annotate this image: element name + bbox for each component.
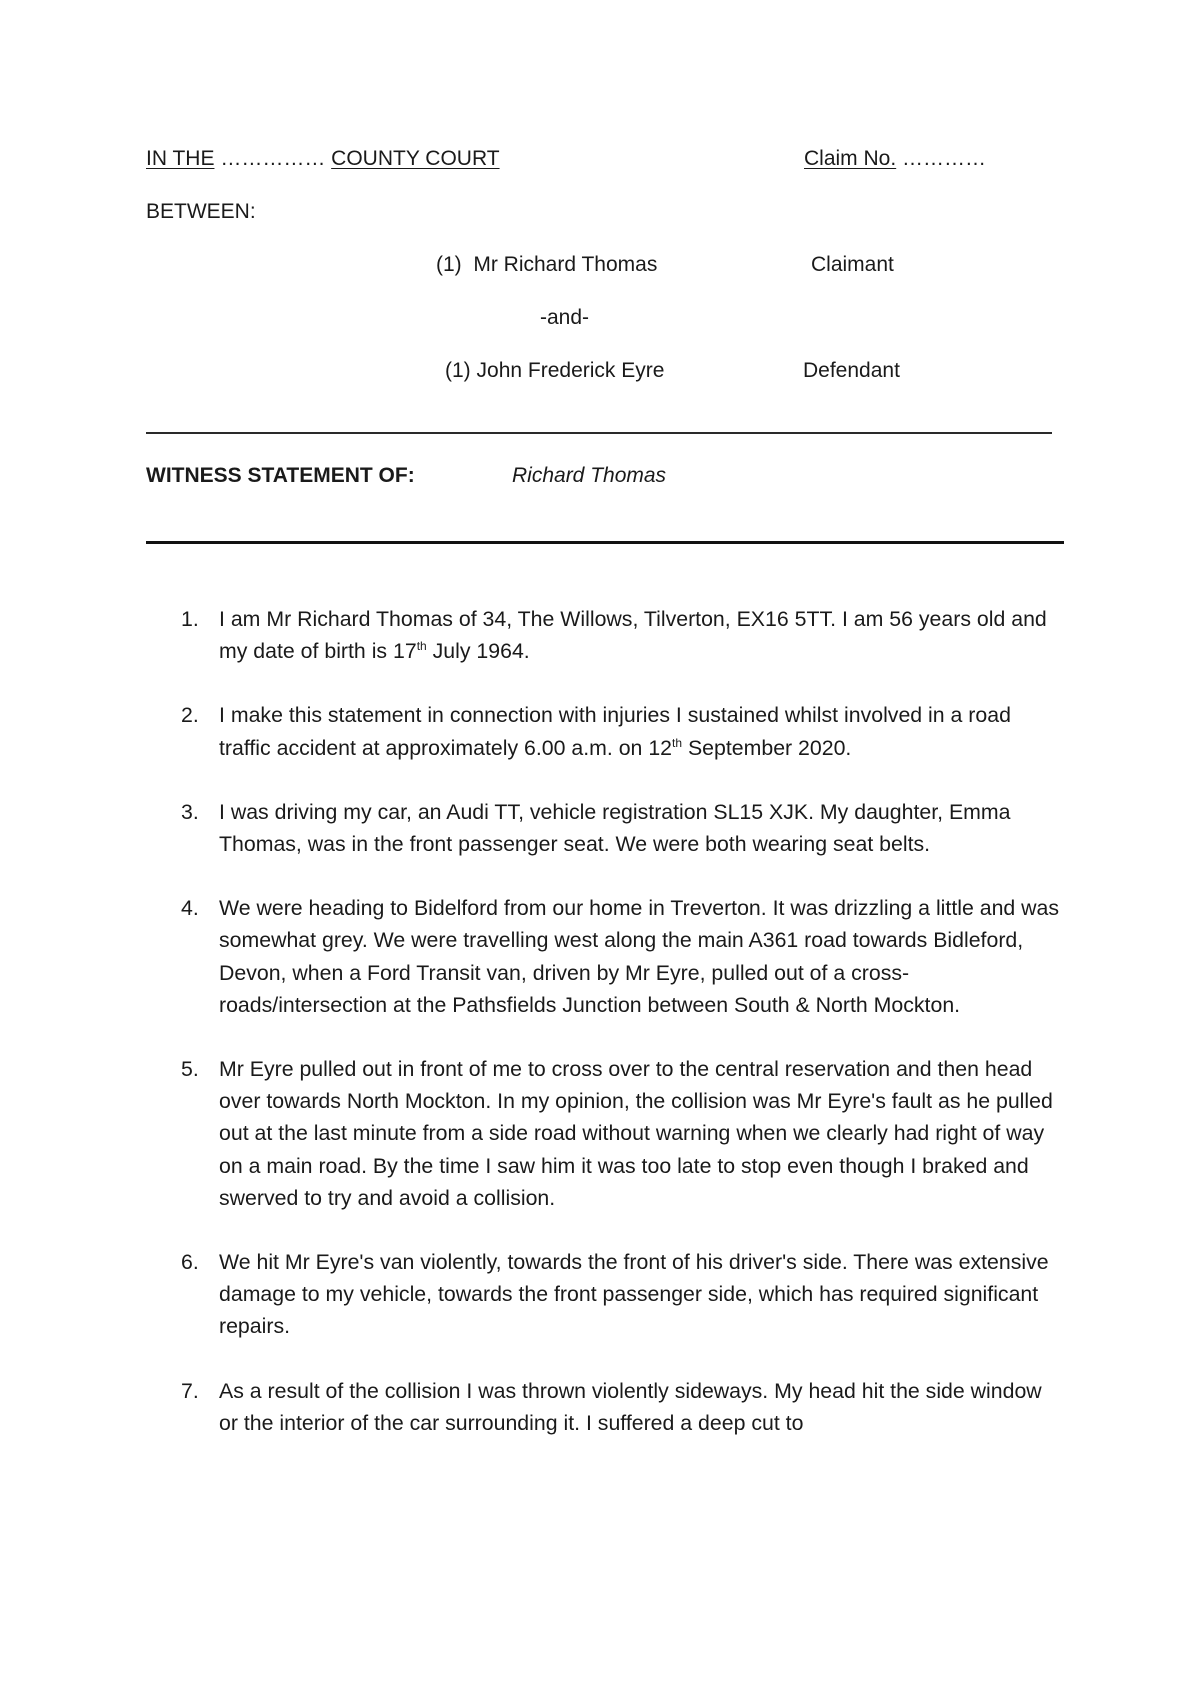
witness-name: Richard Thomas xyxy=(512,464,667,487)
court-header xyxy=(146,147,500,171)
in-the-label: IN THE xyxy=(146,147,215,170)
paragraph-5 xyxy=(146,1053,1066,1214)
paragraph-2 xyxy=(146,699,1066,763)
paragraph-text: I make this statement in connection with injuries I sustained whilst involved in a road traffic accident at approximately 6.00 a.m. on 12 xyxy=(219,703,1011,760)
defendant-party xyxy=(445,359,664,383)
paragraph-text: Mr Eyre pulled out in front of me to cross over to the central reservation and then head over towards North Mockton. In my opinion, the collision was Mr Eyre's fault as he pulled out at the last minute from a side road without warning when we clearly had right of way on a main road. By the time I saw him it was too late to stop even though I braked and swerved to try and avoid a collision. xyxy=(219,1057,1053,1210)
ordinal-suffix: th xyxy=(672,735,683,750)
court-name-placeholder: …………… xyxy=(220,147,326,170)
statement-paragraphs xyxy=(146,603,1066,1471)
defendant-name: John Frederick Eyre xyxy=(476,359,665,382)
and-separator: -and- xyxy=(540,306,590,329)
heavy-separator-line xyxy=(146,541,1064,544)
paragraph-text: We were heading to Bidelford from our home in Treverton. It was drizzling a little and was somewhat grey. We were travelling west along the main A361 road towards Bidleford, Devon, when a Ford Transit van, driven by Mr Eyre, pulled out of a cross-roads/intersection at the Pathsfields Junction between South & North Mockton. xyxy=(219,896,1060,1017)
separator-line xyxy=(146,432,1052,434)
claim-no-placeholder: ………… xyxy=(902,147,987,170)
paragraph-number: 7. xyxy=(181,1378,199,1403)
claimant-name: Mr Richard Thomas xyxy=(473,253,658,276)
paragraph-6 xyxy=(146,1246,1066,1343)
paragraph-number: 1. xyxy=(181,607,199,631)
claimant-number: (1) xyxy=(436,253,462,276)
witness-statement-label: WITNESS STATEMENT OF: xyxy=(146,464,415,487)
paragraph-number: 5. xyxy=(181,1057,199,1082)
paragraph-4 xyxy=(146,892,1066,1021)
paragraph-7 xyxy=(146,1375,1066,1439)
paragraph-text: I am Mr Richard Thomas of 34, The Willows, Tilverton, EX16 5TT. I am 56 years old and my date of birth is 17 xyxy=(219,607,1047,664)
paragraph-text-end: September 2020. xyxy=(682,735,852,760)
paragraph-number: 4. xyxy=(181,896,199,921)
paragraph-3 xyxy=(146,796,1066,860)
claim-no-label: Claim No. xyxy=(804,147,897,170)
claim-number xyxy=(804,147,986,171)
paragraph-number: 2. xyxy=(181,703,199,728)
claimant-role: Claimant xyxy=(811,253,894,276)
claimant-party xyxy=(436,253,657,277)
paragraph-number: 6. xyxy=(181,1250,199,1275)
paragraph-number: 3. xyxy=(181,799,199,824)
ordinal-suffix: th xyxy=(416,639,427,654)
paragraph-text-end: July 1964. xyxy=(426,639,530,664)
defendant-role: Defendant xyxy=(803,359,900,382)
county-court-label: COUNTY COURT xyxy=(331,147,500,170)
defendant-number: (1) xyxy=(445,359,471,382)
paragraph-text: We hit Mr Eyre's van violently, towards the front of his driver's side. There was extensive damage to my vehicle, towards the front passenger side, which has required significant repairs. xyxy=(219,1250,1049,1339)
paragraph-text: I was driving my car, an Audi TT, vehicle registration SL15 XJK. My daughter, Emma Thomas, was in the front passenger seat. We were both wearing seat belts. xyxy=(219,799,1011,857)
paragraph-text: As a result of the collision I was thrown violently sideways. My head hit the side window or the interior of the car surrounding it. I suffered a deep cut to xyxy=(219,1378,1042,1435)
paragraph-1 xyxy=(146,603,1066,667)
between-label: BETWEEN: xyxy=(146,200,256,223)
